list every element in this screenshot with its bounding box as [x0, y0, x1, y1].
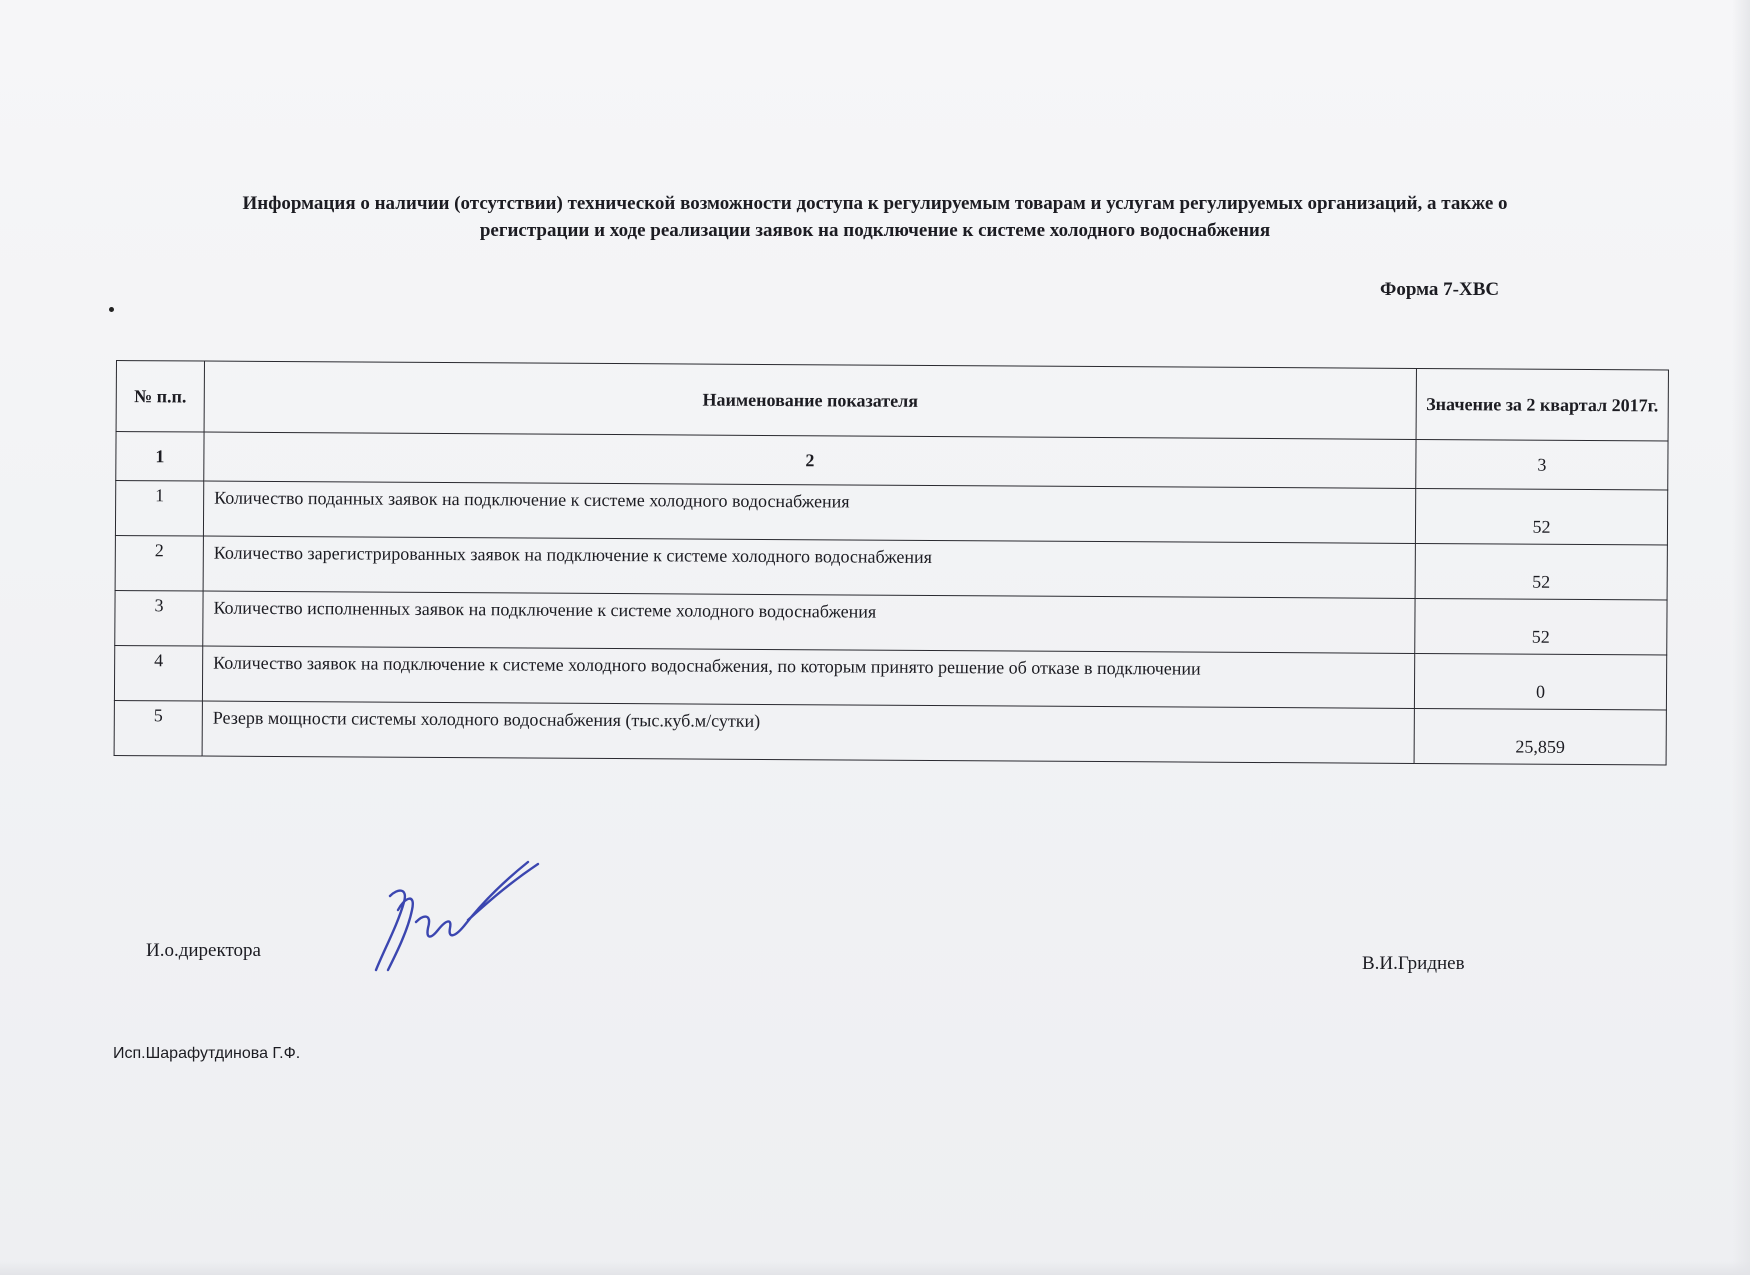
signatory-role: И.о.директора: [146, 940, 261, 961]
document-title: [150, 190, 1600, 244]
row-name: Количество поданных заявок на подключение к системе холодного водоснабжения: [203, 481, 1415, 543]
executor-name: Исп.Шарафутдинова Г.Ф.: [113, 1045, 301, 1062]
row-value: 52: [1415, 598, 1667, 655]
row-name: Количество зарегистрированных заявок на подключение к системе холодного водоснабжения: [203, 536, 1415, 598]
row-name: Количество заявок на подключение к системе холодного водоснабжения, по которым принято решение об отказе в подключении: [202, 646, 1414, 708]
row-value: 52: [1415, 543, 1667, 600]
table-row: [115, 590, 1667, 654]
row-num: 5: [114, 700, 202, 756]
sheet-bottom-shadow: [0, 1261, 1750, 1275]
table-row: [115, 481, 1667, 545]
header-name: Наименование показателя: [204, 361, 1416, 439]
header-value: Значение за 2 квартал 2017г.: [1416, 368, 1668, 441]
table-row: [114, 700, 1666, 764]
row-value: 0: [1414, 653, 1666, 710]
table-row: [114, 645, 1666, 709]
indicators-table: [114, 360, 1669, 765]
document-title-line-1: Информация о наличии (отсутствии) технической возможности доступа к регулируемым товарам и услугам регулируемых организаций, а также о: [242, 193, 1508, 214]
header-num: № п.п.: [116, 361, 204, 433]
row-num: 2: [115, 535, 203, 591]
stray-dot-mark: [109, 307, 114, 312]
director-name: В.И.Гриднев: [1362, 953, 1465, 974]
row-num: 3: [115, 590, 203, 646]
table-header-row: [116, 361, 1668, 441]
handwritten-signature-icon: [368, 858, 548, 978]
row-value: 52: [1415, 488, 1667, 545]
sheet-edge-shadow: [1732, 0, 1750, 1275]
index-cell-2: 2: [204, 432, 1416, 488]
signature-stroke: [376, 862, 538, 970]
row-name: Количество исполненных заявок на подключение к системе холодного водоснабжения: [203, 591, 1415, 653]
table-row: [115, 535, 1667, 599]
document-title-line-2: регистрации и ходе реализации заявок на подключение к системе холодного водоснабжения: [479, 220, 1271, 241]
row-value: 25,859: [1414, 708, 1666, 765]
row-num: 4: [114, 645, 202, 701]
row-name: Резерв мощности системы холодного водоснабжения (тыс.куб.м/сутки): [202, 701, 1414, 763]
index-cell-3: 3: [1416, 439, 1668, 490]
row-num: 1: [115, 481, 203, 537]
form-code: Форма 7-ХВС: [1380, 279, 1500, 300]
index-cell-1: 1: [116, 432, 204, 482]
